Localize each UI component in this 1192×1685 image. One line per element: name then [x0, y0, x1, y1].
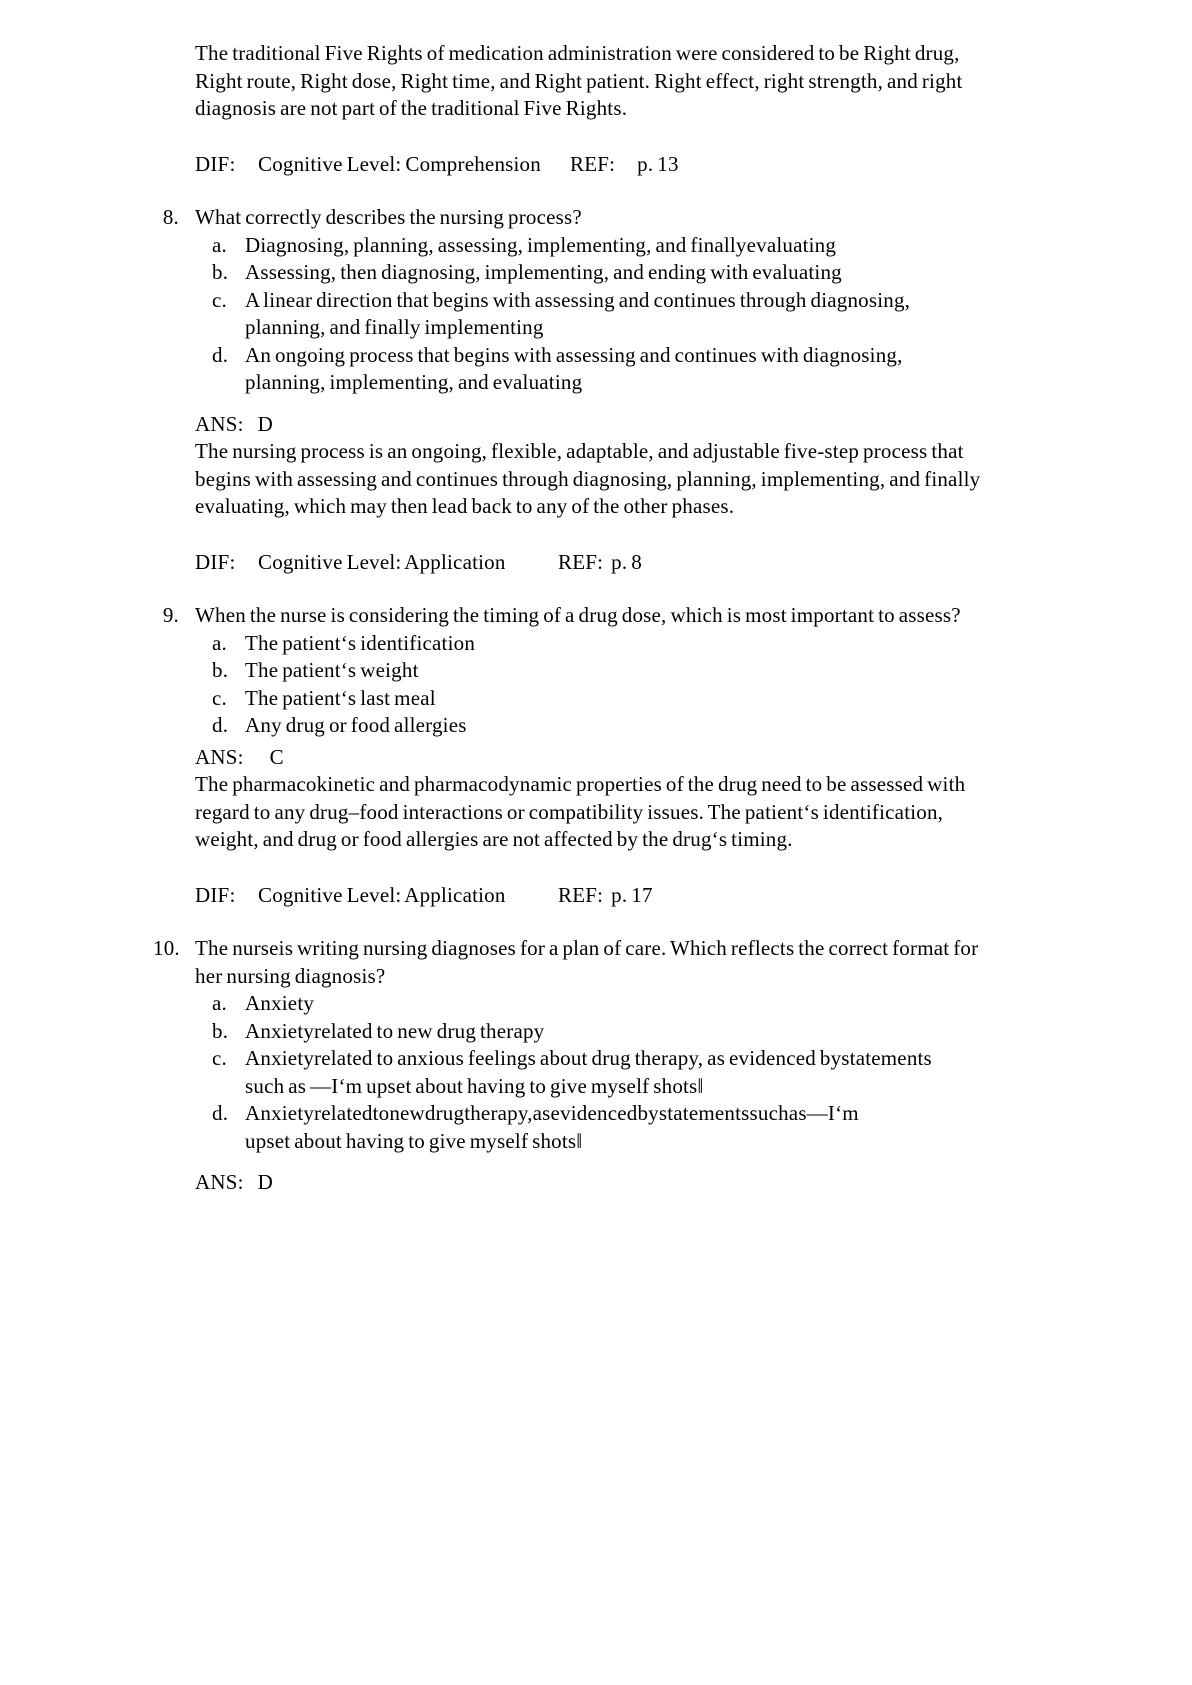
rationale-line: weight, and drug or food allergies are not affected by the drug‘s timing. [195, 827, 793, 851]
question-9 [162, 602, 1152, 909]
rationale [195, 771, 1152, 854]
option-d [195, 342, 1152, 397]
option-text: such as —I‘m upset about having to give myself shots‖ [245, 1073, 704, 1098]
option-letter: d. [212, 713, 229, 737]
answer-letter: D [257, 1170, 274, 1194]
answer-row [195, 1169, 1152, 1197]
rationale [195, 438, 1152, 521]
option-letter: c. [212, 1046, 227, 1070]
ref-page: p. 17 [611, 882, 653, 907]
option-text: Diagnosing, planning, assessing, implementing, and finallyevaluating [245, 232, 837, 257]
answer-label: ANS: [195, 1170, 244, 1194]
question-8 [162, 204, 1152, 576]
option-text: The patient‘s last meal [245, 685, 436, 710]
question-number: 8. [162, 205, 179, 229]
option-text: The patient‘s identification [245, 630, 476, 655]
question-number: 10. [153, 936, 180, 960]
question-stem [153, 935, 1152, 963]
rationale-line: evaluating, which may then lead back to any of the other phases. [195, 494, 735, 518]
option-letter: b. [212, 260, 229, 284]
option-c [195, 685, 1152, 713]
option-text: Anxietyrelatedtonewdrugtherapy,asevidencedbystatementssuchas—I‘m [245, 1101, 859, 1125]
option-text: Anxietyrelated to anxious feelings about drug therapy, as evidenced bystatements [245, 1046, 932, 1070]
dif-ref-row [195, 151, 1152, 179]
ref-label: REF: [558, 882, 604, 907]
option-text: Any drug or food allergies [245, 713, 467, 737]
answer-letter: C [269, 744, 284, 769]
question-stem [162, 204, 1152, 232]
option-letter: b. [212, 658, 229, 682]
cognitive-level: Cognitive Level: Application [258, 882, 506, 907]
rationale-line: regard to any drug–food interactions or compatibility issues. The patient‘s identification, [195, 799, 944, 824]
cognitive-level: Cognitive Level: Comprehension [258, 151, 541, 176]
option-letter: a. [212, 991, 227, 1015]
option-a [195, 990, 1152, 1018]
ref-page: p. 13 [637, 151, 679, 176]
option-text: planning, implementing, and evaluating [245, 370, 583, 394]
option-c [195, 287, 1152, 342]
cognitive-level: Cognitive Level: Application [258, 549, 506, 574]
answer-label: ANS: [195, 744, 244, 769]
question-stem-text: When the nurse is considering the timing of a drug dose, which is most important to assess? [195, 603, 961, 627]
option-text: Assessing, then diagnosing, implementing, and ending with evaluating [245, 260, 842, 284]
answer-label: ANS: [195, 411, 244, 436]
ref-label: REF: [570, 151, 616, 176]
option-text: Anxietyrelated to new drug therapy [245, 1018, 545, 1043]
option-letter: c. [212, 287, 227, 312]
question-stem-text: The nurseis writing nursing diagnoses for a plan of care. Which reflects the correct format for [195, 936, 979, 960]
answer-row [195, 411, 1152, 439]
dif-ref-row [195, 882, 1152, 910]
dif-ref-row [195, 549, 1152, 577]
ref-page: p. 8 [611, 549, 642, 574]
question-stem-text: her nursing diagnosis? [195, 963, 386, 988]
question-stem-text: What correctly describes the nursing process? [195, 205, 582, 229]
option-letter: a. [212, 630, 227, 655]
option-b [195, 657, 1152, 685]
option-letter: d. [212, 342, 229, 367]
answer-row [195, 744, 1152, 772]
ref-label: REF: [558, 549, 604, 574]
option-text: planning, and finally implementing [245, 315, 544, 339]
option-text: upset about having to give myself shots‖ [245, 1128, 583, 1153]
dif-label: DIF: [195, 882, 236, 907]
option-letter: d. [212, 1101, 229, 1125]
option-c [195, 1045, 1152, 1100]
paragraph-line: Right route, Right dose, Right time, and Right patient. Right effect, right strength, and right [195, 68, 963, 93]
option-d [195, 1100, 1152, 1155]
answer-letter: D [257, 411, 274, 436]
option-text: Anxiety [245, 991, 315, 1015]
option-a [195, 232, 1152, 260]
option-b [195, 1018, 1152, 1046]
option-text: An ongoing process that begins with assessing and continues with diagnosing, [245, 342, 903, 367]
option-b [195, 259, 1152, 287]
question-stem [162, 602, 1152, 630]
option-letter: c. [212, 685, 227, 710]
option-d [195, 712, 1152, 740]
paragraph-line: The traditional Five Rights of medication administration were considered to be Right drug, [195, 41, 960, 65]
rationale-line: The pharmacokinetic and pharmacodynamic properties of the drug need to be assessed with [195, 772, 966, 796]
rationale-line: The nursing process is an ongoing, flexible, adaptable, and adjustable five-step process that [195, 439, 964, 463]
intro-rationale-paragraph [195, 40, 1152, 123]
dif-label: DIF: [195, 151, 236, 176]
option-letter: a. [212, 232, 227, 257]
paragraph-line: diagnosis are not part of the traditional Five Rights. [195, 96, 628, 120]
rationale-line: begins with assessing and continues through diagnosing, planning, implementing, and finally [195, 466, 981, 491]
dif-label: DIF: [195, 549, 236, 574]
question-10 [153, 935, 1152, 1197]
option-letter: b. [212, 1018, 229, 1043]
option-a [195, 630, 1152, 658]
option-text: A linear direction that begins with assessing and continues through diagnosing, [245, 287, 911, 312]
option-text: The patient‘s weight [245, 658, 419, 682]
question-number: 9. [162, 603, 179, 627]
